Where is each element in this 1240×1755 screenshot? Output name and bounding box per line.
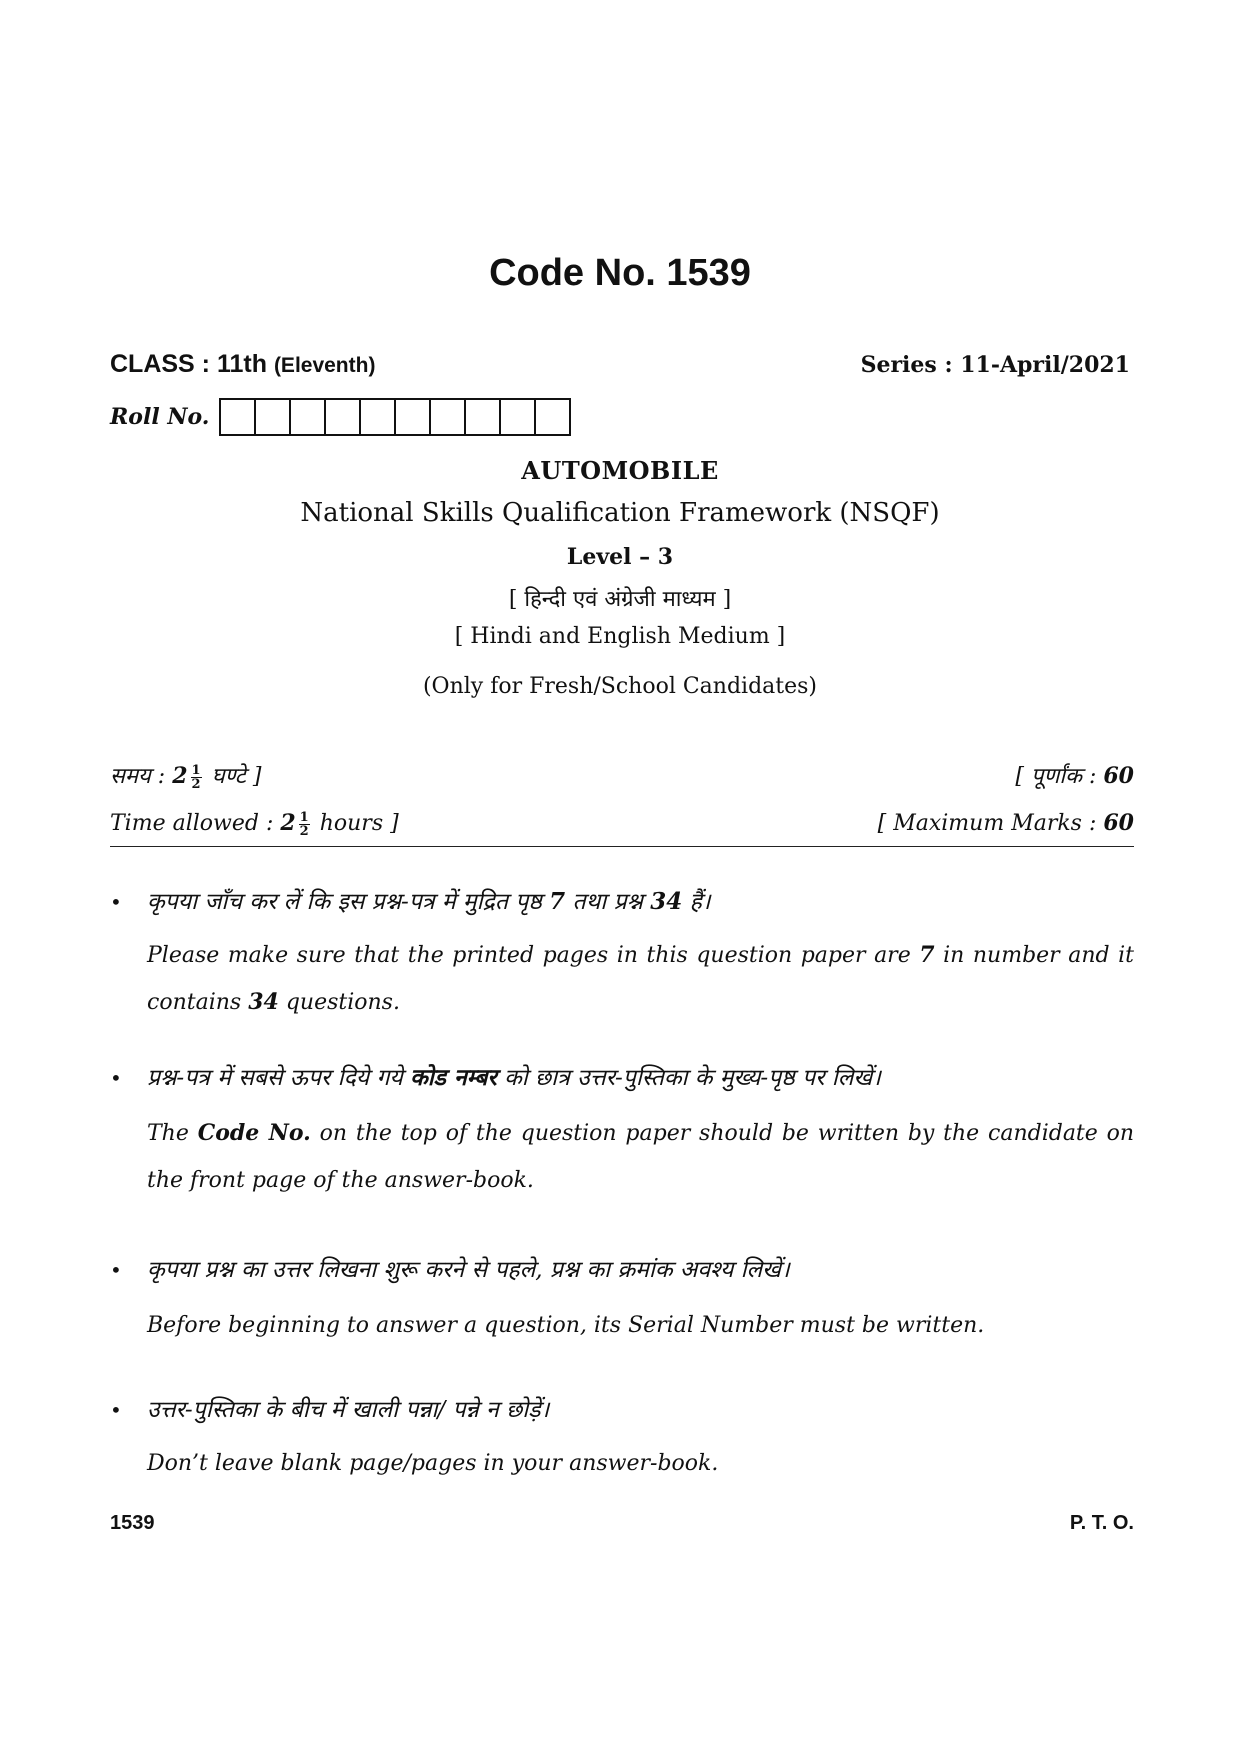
instruction-2-english <box>147 1110 1134 1204</box>
frac-den: 2 <box>299 823 309 839</box>
instruction-4-english: Don’t leave blank page/pages in your answer-book. <box>147 1451 719 1476</box>
time-english <box>110 810 399 838</box>
framework-title: National Skills Qualification Framework (NSQF) <box>300 498 940 528</box>
bullet: • <box>110 1066 122 1090</box>
pages-count: 7 <box>919 942 935 968</box>
level-label: Level – 3 <box>566 544 674 570</box>
time-hindi <box>110 760 261 791</box>
roll-label: Roll No. <box>110 404 210 430</box>
roll-number-boxes[interactable] <box>221 398 571 436</box>
roll-digit-box[interactable] <box>324 398 361 436</box>
text: The <box>147 1121 189 1146</box>
time-row-hindi <box>110 760 1134 791</box>
subject-title: AUTOMOBILE <box>521 456 719 485</box>
instruction-1-english <box>147 932 1134 1026</box>
roll-digit-box[interactable] <box>394 398 431 436</box>
class-sub: (Eleventh) <box>273 354 376 377</box>
time-hindi-label: समय : <box>110 764 166 789</box>
instruction-2-hindi <box>147 1060 881 1092</box>
instruction-4-hindi: उत्तर-पुस्तिका के बीच में खाली पन्ना/ पन्ने न छोड़ें। <box>147 1397 550 1423</box>
medium-english: [ Hindi and English Medium ] <box>454 624 786 649</box>
time-hindi-unit: घण्टे ] <box>211 764 262 789</box>
text: Please make sure that the printed pages in this question paper are <box>147 943 911 968</box>
time-hindi-whole: 2 <box>172 763 188 789</box>
instruction-3-hindi: कृपया प्रश्न का उत्तर लिखना शुरू करने से पहले, प्रश्न का क्रमांक अवश्य लिखें। <box>147 1257 790 1283</box>
time-hindi-fraction <box>191 764 202 791</box>
roll-digit-box[interactable] <box>359 398 396 436</box>
roll-digit-box[interactable] <box>499 398 536 436</box>
instruction-1-hindi <box>147 884 711 916</box>
roll-digit-box[interactable] <box>289 398 326 436</box>
marks-english-label: [ Maximum Marks : <box>877 811 1097 836</box>
questions-count: 34 <box>248 989 279 1015</box>
text: in number and it contains <box>147 943 1135 1015</box>
pages-count: 7 <box>549 888 566 915</box>
roll-digit-box[interactable] <box>254 398 291 436</box>
class-main: CLASS : 11th <box>110 350 267 378</box>
marks-english <box>878 810 1134 838</box>
roll-digit-box[interactable] <box>534 398 571 436</box>
text: हैं। <box>689 889 711 915</box>
time-english-whole: 2 <box>280 810 296 836</box>
frac-num: 1 <box>191 762 201 778</box>
header-divider <box>110 846 1134 847</box>
marks-hindi-value: 60 <box>1103 763 1134 789</box>
candidates-note: (Only for Fresh/School Candidates) <box>422 674 818 699</box>
text: on the top of the question paper should be written by the candidate on the front page of the answer-book. <box>147 1121 1135 1193</box>
text: कृपया जाँच कर लें कि इस प्रश्न-पत्र में मुद्रित पृष्ठ <box>147 889 542 915</box>
bullet: • <box>110 1258 122 1282</box>
series-label: Series : 11-April/2021 <box>860 352 1130 378</box>
marks-english-value: 60 <box>1103 810 1134 836</box>
instruction-3-english: Before beginning to answer a question, its Serial Number must be written. <box>147 1313 985 1338</box>
class-label <box>110 350 375 379</box>
text: प्रश्न-पत्र में सबसे ऊपर दिये गये <box>147 1065 403 1091</box>
bullet: • <box>110 1398 122 1422</box>
bullet: • <box>110 890 122 914</box>
medium-hindi: [ हिन्दी एवं अंग्रेजी माध्यम ] <box>508 587 732 612</box>
marks-hindi <box>1015 760 1134 791</box>
code-no-bold: Code No. <box>197 1120 311 1146</box>
frac-num: 1 <box>299 809 309 825</box>
time-english-unit: hours ] <box>319 811 399 836</box>
text: तथा प्रश्न <box>572 889 643 915</box>
footer-pto: P. T. O. <box>1069 1512 1134 1534</box>
frac-den: 2 <box>191 776 201 792</box>
time-english-fraction <box>299 811 310 838</box>
roll-digit-box[interactable] <box>464 398 501 436</box>
footer-code: 1539 <box>110 1512 155 1534</box>
roll-number-field <box>110 398 571 436</box>
questions-count: 34 <box>650 888 683 915</box>
marks-hindi-label: [ पूर्णांक : <box>1015 764 1097 789</box>
text: को छात्र उत्तर-पुस्तिका के मुख्य-पृष्ठ पर लिखें। <box>504 1065 881 1091</box>
code-number: Code No. 1539 <box>489 252 751 294</box>
code-number-hindi: कोड नम्बर <box>410 1064 497 1091</box>
roll-digit-box[interactable] <box>429 398 466 436</box>
time-english-label: Time allowed : <box>110 811 274 836</box>
text: questions. <box>285 990 400 1015</box>
time-row-english <box>110 810 1134 838</box>
roll-digit-box[interactable] <box>219 398 256 436</box>
